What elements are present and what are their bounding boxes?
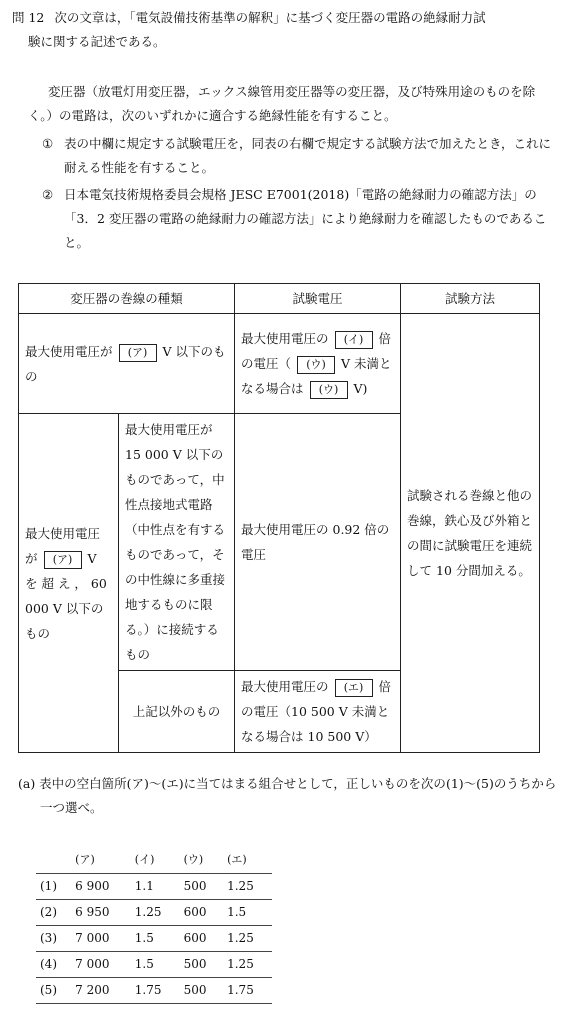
choice-u: 600 [180, 925, 223, 951]
choice-e: 1.25 [223, 873, 272, 899]
question-text-line1: 次の文章は，「電気設備技術基準の解釈」に基づく変圧器の電路の絶縁耐力試 [54, 10, 486, 25]
voltage-cell-low [235, 314, 401, 414]
condition-item-1 [42, 132, 562, 180]
test-method-cell: 試験される巻線と他の巻線，鉄心及び外箱との間に試験電圧を連続して 10 分間加える。 [401, 314, 540, 753]
blank-e-box: (エ) [335, 679, 373, 697]
text: V を 超 え ， 60 000 V 以下のもの [25, 550, 107, 641]
voltage-cell-neutral: 最大使用電圧の 0.92 倍の電圧 [235, 414, 401, 671]
choice-number: (5) [36, 977, 71, 1003]
choice-i: 1.75 [131, 977, 180, 1003]
winding-cell-low [19, 314, 235, 414]
voltage-cell-other [235, 671, 401, 753]
text: 最大使用電圧の [241, 331, 329, 346]
header-test-method: 試験方法 [401, 284, 540, 314]
text: 倍の電圧（10 500 V 未満となる場合は 10 500 V） [241, 679, 392, 744]
answer-row [36, 951, 272, 977]
body-paragraph: 変圧器（放電灯用変圧器，エックス線管用変圧器等の変圧器，及び特殊用途のものを除く。）の電路は，次のいずれかに適合する絶縁性能を有すること。 [28, 84, 536, 123]
winding-cell-mid [19, 414, 119, 753]
answer-header-row [36, 848, 272, 873]
choice-number: (4) [36, 951, 71, 977]
insulation-test-table [18, 283, 540, 753]
answer-header: (イ) [134, 853, 155, 866]
choice-e: 1.5 [223, 899, 272, 925]
choice-u: 500 [180, 951, 223, 977]
choice-a: 7 000 [71, 951, 131, 977]
header-test-voltage: 試験電圧 [235, 284, 401, 314]
choice-a: 6 950 [71, 899, 131, 925]
table-row [19, 314, 540, 414]
question-header [12, 6, 552, 54]
sub-winding-other: 上記以外のもの [119, 671, 235, 753]
choice-a: 7 200 [71, 977, 131, 1003]
answer-choices-table [36, 848, 272, 1004]
blank-a-box: (ア) [119, 344, 157, 362]
choice-a: 7 000 [71, 925, 131, 951]
question-label: 問 12 [12, 10, 45, 25]
choice-number: (1) [36, 873, 71, 899]
answer-header: (エ) [227, 853, 247, 866]
answer-row [36, 977, 272, 1003]
text: 最大使用電圧の [241, 679, 329, 694]
item-text: 日本電気技術規格委員会規格 JESC E7001(2018)「電路の絶縁耐力の確認方法」の「3．2 変圧器の電路の絶縁耐力の確認方法」により絶縁耐力を確認したものであること。 [64, 187, 547, 250]
choice-number: (3) [36, 925, 71, 951]
text: 最大使用電圧が [25, 343, 113, 359]
header-winding-type: 変圧器の巻線の種類 [19, 284, 235, 314]
table-header-row [19, 284, 540, 314]
answer-row [36, 873, 272, 899]
question-text-line2: 験に関する記述である。 [28, 33, 166, 49]
blank-u-box: (ウ) [297, 356, 335, 374]
text: 倍の電圧（ [241, 331, 392, 371]
item-mark: ① [42, 136, 54, 151]
item-text: 表の中欄に規定する試験電圧を，同表の右欄で規定する試験方法で加えたとき，これに耐える性能を有すること。 [64, 136, 552, 175]
text: V) [353, 381, 368, 396]
choice-u: 500 [180, 873, 223, 899]
answer-header: (ア) [75, 853, 95, 866]
choice-e: 1.75 [223, 977, 272, 1003]
choice-e: 1.25 [223, 925, 272, 951]
choice-e: 1.25 [223, 951, 272, 977]
text: V 以下のもの [25, 343, 226, 384]
choice-i: 1.5 [131, 951, 180, 977]
answer-row [36, 925, 272, 951]
blank-i-box: (イ) [335, 331, 373, 349]
choice-u: 500 [180, 977, 223, 1003]
blank-a-box: (ア) [44, 551, 82, 569]
item-mark: ② [42, 187, 54, 202]
choice-i: 1.5 [131, 925, 180, 951]
blank-u-box: (ウ) [310, 381, 348, 399]
choice-i: 1.1 [131, 873, 180, 899]
text: V 未満となる場合は [241, 356, 392, 396]
choice-u: 600 [180, 899, 223, 925]
choice-a: 6 900 [71, 873, 131, 899]
answer-header: (ウ) [183, 853, 204, 866]
sub-winding-neutral: 最大使用電圧が 15 000 V 以下のものであって，中性点接地式電路（中性点を有するものであって，その中性線に多重接地するものに限る。）に接続するもの [119, 414, 235, 671]
answer-header [36, 848, 71, 873]
choice-i: 1.25 [131, 899, 180, 925]
answer-row [36, 899, 272, 925]
sub-question-a: (a) 表中の空白箇所(ア)〜(エ)に当てはまる組合せとして，正しいものを次の(1)〜(5)のうちから一つ選べ。 [18, 776, 557, 815]
condition-item-2 [42, 183, 562, 254]
text: 最大使用電圧が [25, 525, 101, 566]
choice-number: (2) [36, 899, 71, 925]
